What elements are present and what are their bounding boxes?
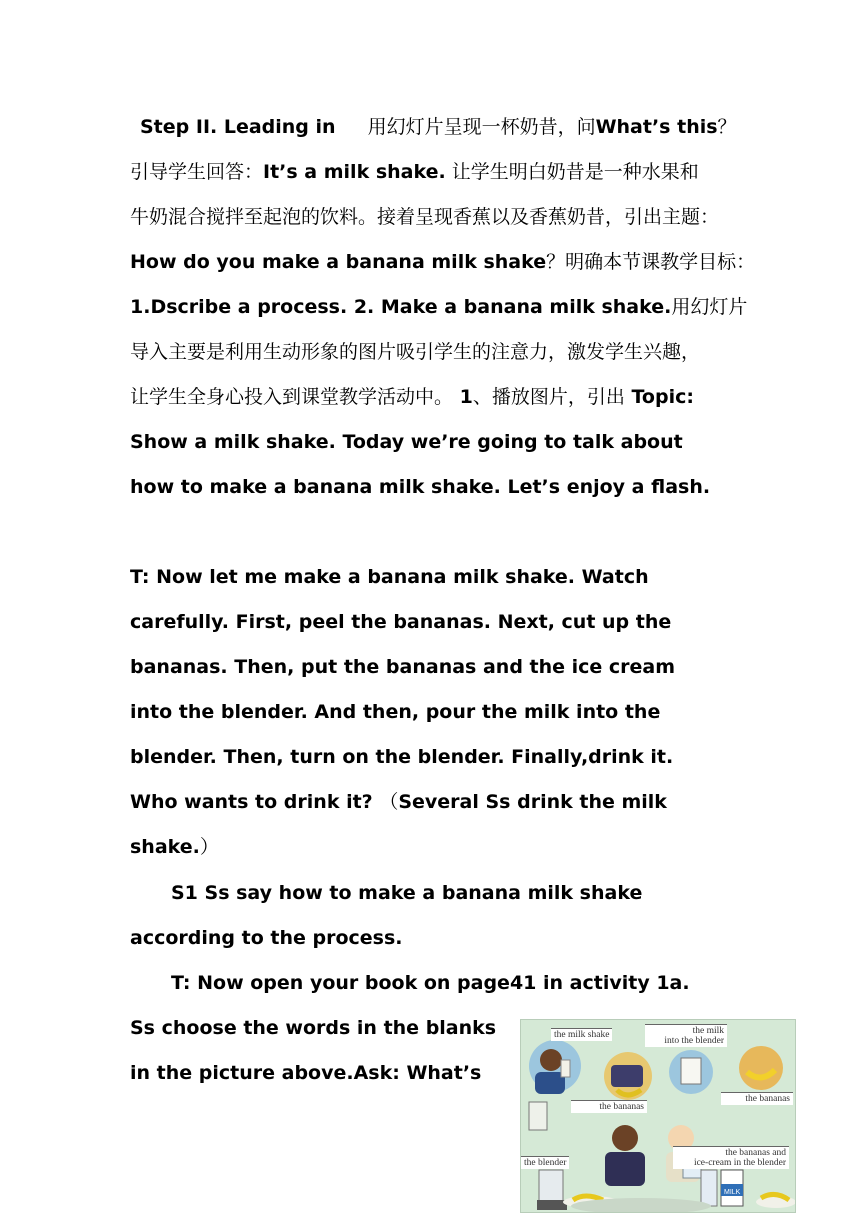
para1-line3: 牛奶混合搅拌至起泡的饮料。接着呈现香蕉以及香蕉奶昔，引出主题： <box>130 206 720 228</box>
text: 引导学生回答： <box>130 161 264 183</box>
text: 1 <box>453 386 473 408</box>
step-heading: Step II. Leading in <box>140 116 336 138</box>
para2-line7 <box>130 835 219 859</box>
text: It’s a milk shake. <box>263 161 446 183</box>
para2-line5: blender. Then, turn on the blender. Finally,drink it. <box>130 746 674 768</box>
text: Topic: <box>624 386 694 408</box>
glass <box>561 1060 570 1077</box>
text: What’s this <box>595 116 718 138</box>
text: 让学生全身心投入到课堂教学活动中。 <box>130 386 454 408</box>
label-bananas-and-ice-cream <box>673 1146 789 1169</box>
para4-line3: in the picture above.Ask: What’s <box>130 1062 482 1084</box>
label-milk-top: the milk <box>692 1026 724 1036</box>
label-milk-shake: the milk shake <box>551 1028 612 1041</box>
text: （ <box>379 791 399 813</box>
para1-line4 <box>130 250 755 274</box>
label-milk <box>645 1024 727 1047</box>
text: shake. <box>130 836 200 858</box>
illustration-drawing <box>521 1020 795 1212</box>
para1-line8: Show a milk shake. Today we’re going to talk about <box>130 431 683 453</box>
text: 用幻灯片 <box>671 296 748 318</box>
para3-line2: according to the process. <box>130 927 403 949</box>
para2-line4: into the blender. And then, pour the milk into the <box>130 701 661 723</box>
boy-head <box>540 1049 562 1071</box>
text: 让学生明白奶昔是一种水果和 <box>445 161 699 183</box>
text: ） <box>199 836 219 858</box>
label-bananas-center: the bananas <box>571 1100 647 1113</box>
para2-line1: T: Now let me make a banana milk shake. Watch <box>130 566 649 588</box>
para1-line6: 导入主要是利用生动形象的图片吸引学生的注意力，激发学生兴趣， <box>130 341 701 363</box>
label-mix-top: the bananas and <box>725 1148 786 1158</box>
para4-line2: Ss choose the words in the blanks <box>130 1017 497 1039</box>
text: 用幻灯片呈现一杯奶昔，问 <box>367 116 596 138</box>
carton-text: MILK <box>724 1189 741 1196</box>
milk-shake-process-illustration <box>520 1019 796 1213</box>
text: 、播放图片，引出 <box>472 386 625 408</box>
label-milk-bottom: into the blender <box>664 1036 724 1046</box>
text: Several Ss drink the milk <box>398 791 667 813</box>
para1-line1 <box>140 115 737 139</box>
para1-line9: how to make a banana milk shake. Let’s enjoy a flash. <box>130 476 711 498</box>
para4-line1: T: Now open your book on page41 in activity 1a. <box>171 972 690 994</box>
text: How do you make a banana milk shake <box>130 251 547 273</box>
para1-line5 <box>130 295 747 319</box>
text: 1.Dscribe a process. 2. Make a banana milk shake. <box>130 296 672 318</box>
text: Who wants to drink it? <box>130 791 380 813</box>
text: ？ <box>717 116 737 138</box>
label-bananas-right: the bananas <box>721 1092 793 1105</box>
para2-line3: bananas. Then, put the bananas and the ice cream <box>130 656 676 678</box>
para2-line6 <box>130 790 667 814</box>
label-mix-bottom: ice-cream in the blender <box>693 1158 786 1168</box>
label-blender: the blender <box>521 1156 569 1169</box>
text: ？明确本节课教学目标： <box>546 251 756 273</box>
para2-line2: carefully. First, peel the bananas. Next, cut up the <box>130 611 672 633</box>
para3-line1: S1 Ss say how to make a banana milk shake <box>171 882 643 904</box>
para1-line7 <box>130 385 694 409</box>
para1-line2 <box>130 160 699 184</box>
